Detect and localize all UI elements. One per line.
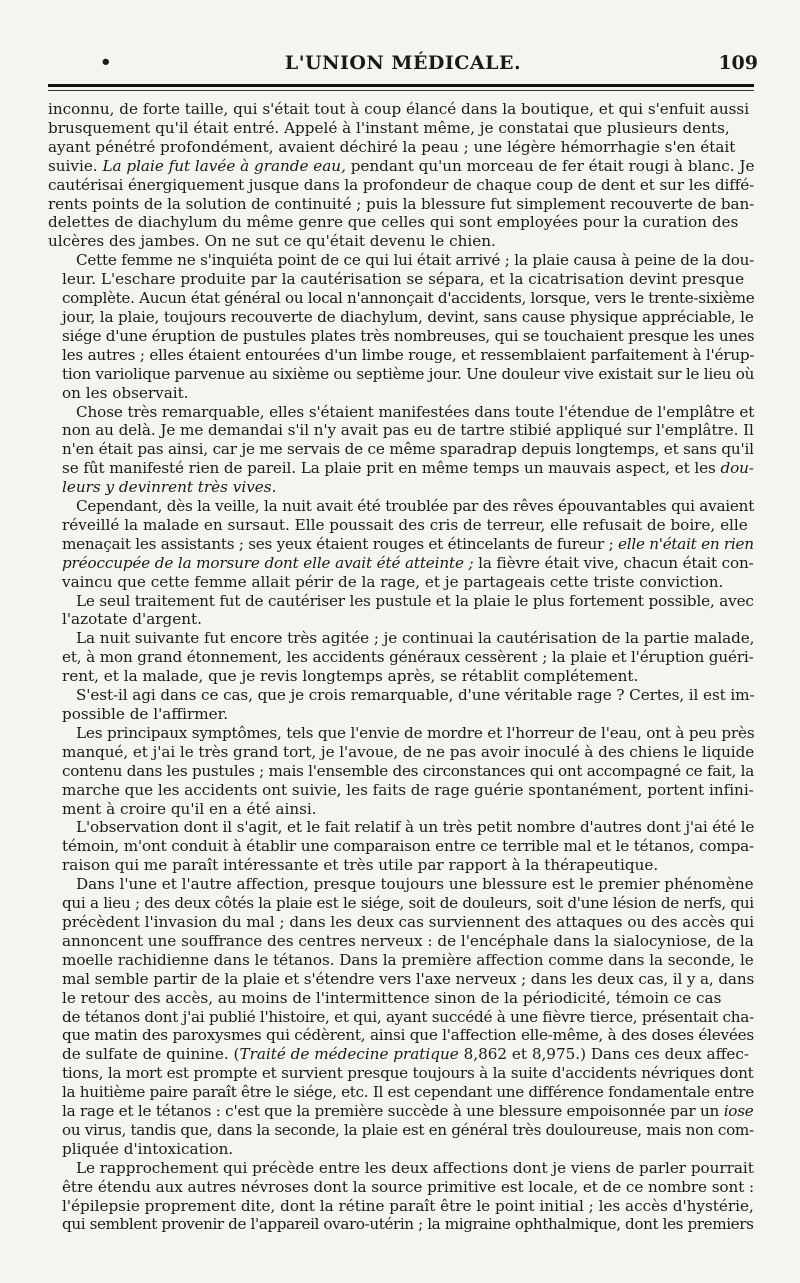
text-run: 8,862 et 8,975.) Dans ces deux affec- <box>458 1045 749 1064</box>
text-line: Chose très remarquable, elles s'étaient manifestées dans toute l'étendue de l'emplâtre et <box>76 402 755 421</box>
page-number: 109 <box>718 52 758 74</box>
text-line: complète. Aucun état général ou local n'annonçait d'accidents, lorsque, vers le trente-sixième <box>62 289 755 308</box>
paragraph <box>48 100 754 251</box>
text-line: que matin des paroxysmes qui cédèrent, ainsi que l'affection elle-même, à des doses élevées <box>62 1026 754 1045</box>
text-line: brusquement qu'il était entré. Appelé à l'instant même, je constatai que plusieurs dents, <box>48 118 730 137</box>
text-line: delettes de diachylum du même genre que celles qui sont employées pour la curation des <box>48 213 739 232</box>
paragraph <box>48 686 754 724</box>
text-run: se fût manifesté rien de pareil. La plaie prit en même temps un mauvais aspect, et les <box>62 459 721 478</box>
text-line: Les principaux symptômes, tels que l'envie de mordre et l'horreur de l'eau, ont à peu près <box>76 723 755 742</box>
text-line: Le rapprochement qui précède entre les deux affections dont je viens de parler pourrait <box>75 1158 754 1177</box>
italic-text: iose <box>723 1102 754 1121</box>
text-line: témoin, m'ont conduit à établir une comparaison entre ce terrible mal et le tétanos, compa- <box>62 837 755 856</box>
text-line: siége d'une éruption de pustules plates très nombreuses, qui se touchaient presque les unes <box>62 326 755 345</box>
text-line: ayant pénétré profondément, avaient déchiré la peau ; une légère hémorrhagie s'en était <box>48 137 736 156</box>
text-line: l'azotate d'argent. <box>62 610 202 629</box>
text-line: réveillé la malade en sursaut. Elle poussait des cris de terreur, elle refusait de boire, elle <box>62 515 748 534</box>
text-line: le retour des accès, au moins de l'intermittence sinon de la périodicité, témoin ce cas <box>62 988 722 1007</box>
text-line: L'observation dont il s'agit, et le fait relatif à un très petit nombre d'autres dont j'ai été le <box>76 818 755 837</box>
text-line: annoncent une souffrance des centres nerveux : de l'encéphale dans la sialocyniose, de la <box>62 931 754 950</box>
paragraph <box>48 875 754 1159</box>
italic-text: La plaie fut lavée à grande eau, <box>102 156 346 175</box>
text-line <box>48 157 754 176</box>
text-line: leur. L'eschare produite par la cautérisation se sépara, et la cicatrisation devint presque <box>62 270 745 289</box>
paragraph <box>48 629 754 686</box>
text-line <box>48 478 754 497</box>
text-line: raison qui me paraît intéressante et très utile par rapport à la thérapeutique. <box>62 856 659 875</box>
text-line: tions, la mort est prompte et survient presque toujours à la suite d'accidents névriques dont <box>62 1064 754 1083</box>
text-line: ment à croire qu'il en a été ainsi. <box>62 799 317 818</box>
text-line: la huitième paire paraît être le siége, etc. Il est cependant une différence fondamentale entre <box>61 1083 754 1102</box>
italic-text: préoccupée de la morsure dont elle avait été atteinte ; <box>61 553 474 572</box>
page-header <box>48 52 758 84</box>
text-run: la rage et le tétanos : c'est que la première succède à une blessure empoisonnée par un <box>62 1102 724 1121</box>
text-run: de sulfate de quinine. ( <box>62 1045 240 1064</box>
text-run: pendant qu'un morceau de fer était rougi à blanc. Je <box>345 156 755 175</box>
text-line: Cette femme ne s'inquiéta point de ce qui lui était arrivé ; la plaie causa à peine de la dou- <box>76 251 755 270</box>
text-line: vaincu que cette femme allait périr de la rage, et je partageais cette triste conviction. <box>62 572 724 591</box>
text-line: précèdent l'invasion du mal ; dans les deux cas surviennent des attaques ou des accès qui <box>62 912 755 931</box>
text-line: n'en était pas ainsi, car je me servais de ce même sparadrap depuis longtemps, et sans qu'il <box>62 440 754 459</box>
text-line: mal semble partir de la plaie et s'étendre vers l'axe nerveux ; dans les deux cas, il y a, dans <box>62 969 755 988</box>
text-line: moelle rachidienne dans le tétanos. Dans la première affection comme dans la seconde, le <box>61 950 754 969</box>
text-line <box>48 1045 754 1064</box>
text-line: jour, la plaie, toujours recouverte de diachylum, devint, sans cause physique appréciable, le <box>62 307 754 326</box>
text-line: les autres ; elles étaient entourées d'un limbe rouge, et ressemblaient parfaitement à l'érup- <box>62 345 755 364</box>
italic-text: elle n'était en rien <box>618 534 754 553</box>
italic-citation: Traité de médecine pratique <box>239 1045 459 1064</box>
text-run: menaçait les assistants ; ses yeux étaient rouges et étincelants de fureur ; <box>62 534 619 553</box>
text-line <box>48 1102 754 1121</box>
paragraph <box>48 818 754 875</box>
paragraph <box>48 403 754 498</box>
text-line: non au delà. Je me demandai s'il n'y avait pas eu de tartre stibié appliqué sur l'emplâtre. Il <box>62 421 754 440</box>
text-line: de tétanos dont j'ai publié l'histoire, et qui, ayant succédé à une fièvre tierce, présentait cha- <box>62 1007 754 1026</box>
text-line: ulcères des jambes. On ne sut ce qu'était devenu le chien. <box>48 232 496 251</box>
text-line: pliquée d'intoxication. <box>62 1139 234 1158</box>
text-line: Cependant, dès la veille, la nuit avait été troublée par des rêves épouvantables qui avaient <box>76 497 755 516</box>
text-run: suivie. <box>48 156 103 175</box>
text-line: marche que les accidents ont suivie, les faits de rage guérie spontanément, portent infini- <box>61 780 754 799</box>
text-line <box>48 535 754 554</box>
text-run: la fièvre était vive, chacun était con- <box>473 553 754 572</box>
article-body <box>48 100 754 1234</box>
text-line <box>48 554 753 573</box>
text-line: et, à mon grand étonnement, les accidents généraux cessèrent ; la plaie et l'éruption guéri- <box>62 648 754 667</box>
text-line: qui a lieu ; des deux côtés la plaie est le siége, soit de douleurs, soit d'une lésion de nerfs, qui <box>62 894 754 913</box>
paragraph <box>48 724 754 819</box>
text-line: Dans l'une et l'autre affection, presque toujours une blessure est le premier phénomène <box>75 875 754 894</box>
text-line: Le seul traitement fut de cautériser les pustule et la plaie le plus fortement possible, avec <box>76 591 754 610</box>
text-line: La nuit suivante fut encore très agitée ; je continuai la cautérisation de la partie malade, <box>76 629 755 648</box>
header-rule <box>48 84 754 87</box>
text-line: S'est-il agi dans ce cas, que je crois remarquable, d'une véritable rage ? Certes, il est im- <box>76 686 755 705</box>
text-line: tion variolique parvenue au sixième ou septième jour. Une douleur vive existait sur le lieu où <box>62 364 755 383</box>
text-line: cautérisai énergiquement jusque dans la profondeur de chaque coup de dent et sur les diffé- <box>48 175 755 194</box>
text-line: rents points de la solution de continuité ; puis la blessure fut simplement recouverte de ban- <box>48 194 755 213</box>
running-title: L'UNION MÉDICALE. <box>284 52 522 74</box>
text-line: ou virus, tandis que, dans la seconde, la plaie est en général très douloureuse, mais non com- <box>62 1120 754 1139</box>
paragraph <box>48 592 754 630</box>
text-line: on les observait. <box>62 383 189 402</box>
paragraph <box>48 1159 754 1235</box>
italic-text: dou- <box>720 459 754 478</box>
text-line: qui semblent provenir de l'appareil ovaro-utérin ; la migraine ophthalmique, dont les premiers <box>62 1215 754 1234</box>
text-line <box>48 459 754 478</box>
text-line: être étendu aux autres névroses dont la source primitive est locale, et de ce nombre sont : <box>62 1177 755 1196</box>
text-line: inconnu, de forte taille, qui s'était tout à coup élancé dans la boutique, et qui s'enfuit aussi <box>48 100 750 118</box>
header-ornament: • <box>100 52 112 73</box>
text-line: l'épilepsie proprement dite, dont la rétine paraît être le point initial ; les accès d'hystérie, <box>62 1196 754 1215</box>
text-line: possible de l'affirmer. <box>62 705 229 723</box>
paragraph <box>48 497 754 592</box>
text-line: contenu dans les pustules ; mais l'ensemble des circonstances qui ont accompagné ce fait, la <box>62 761 754 780</box>
italic-text: leurs y devinrent très vives. <box>62 478 277 497</box>
paragraph <box>48 251 754 402</box>
text-line: rent, et la malade, que je revis longtemps après, se rétablit complétement. <box>62 667 639 686</box>
text-line: manqué, et j'ai le très grand tort, je l'avoue, de ne pas avoir inoculé à des chiens le liquide <box>62 742 755 761</box>
header-rule-thin <box>48 90 754 91</box>
